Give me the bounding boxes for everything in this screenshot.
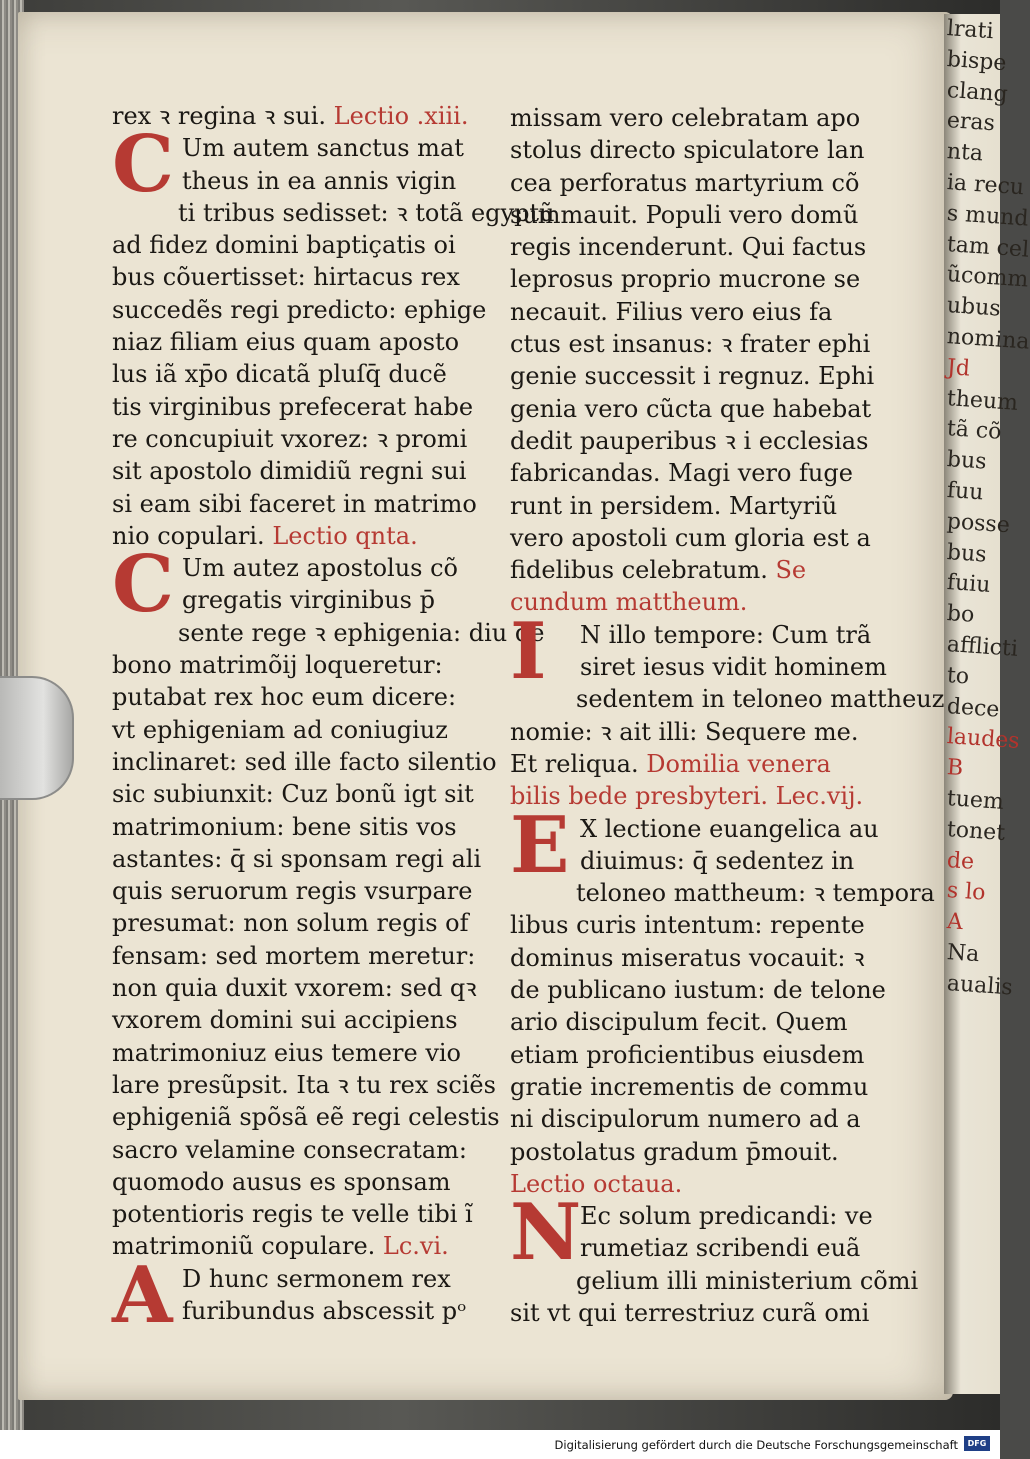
text-line bbox=[112, 811, 492, 843]
next-page-fragment: Jd bbox=[946, 354, 971, 382]
line-text: sacro velamine consecratam: bbox=[112, 1135, 467, 1164]
text-line bbox=[510, 1006, 882, 1038]
next-page-fragment: A bbox=[946, 909, 964, 936]
text-line bbox=[112, 1101, 500, 1133]
next-page-fragment: ũcomm bbox=[946, 262, 1030, 293]
next-page-fragment: bo bbox=[946, 601, 976, 628]
line-text: runt in persidem. Martyriũ bbox=[510, 491, 838, 520]
line-text: sic subiunxit: Cuz bonũ igt sit bbox=[112, 780, 474, 809]
text-line bbox=[510, 1039, 882, 1071]
text-line bbox=[510, 425, 882, 457]
text-line bbox=[112, 520, 492, 552]
next-page-fragment: B bbox=[946, 755, 964, 782]
line-text: quomodo ausus es sponsam bbox=[112, 1167, 451, 1196]
text-line bbox=[112, 261, 492, 293]
line-text: presumat: non solum regis of bbox=[112, 909, 469, 938]
line-text: stolus directo spiculatore lan bbox=[510, 136, 865, 165]
text-line bbox=[510, 942, 882, 974]
line-text: sit apostolo dimidiũ regni sui bbox=[112, 457, 467, 486]
text-line bbox=[112, 907, 492, 939]
line-text: niaz filiam eius quam aposto bbox=[112, 328, 460, 357]
line-text: fabricandas. Magi vero fuge bbox=[510, 459, 853, 488]
line-text: bono matrimõij loqueretur: bbox=[112, 651, 443, 680]
line-text: de publicano iustum: de telone bbox=[510, 976, 886, 1005]
line-text: sit vt qui terrestriuz curã omi bbox=[510, 1298, 870, 1327]
text-line bbox=[112, 843, 492, 875]
text-line bbox=[510, 328, 882, 360]
line-text: matrimonium: bene sitis vos bbox=[112, 812, 457, 841]
next-page-fragment: tonet bbox=[946, 816, 1006, 846]
next-page-fragment: clang bbox=[946, 77, 1009, 107]
text-line bbox=[510, 586, 882, 618]
line-text: teloneo mattheum: ꝛ tempora bbox=[576, 879, 935, 908]
line-text: sente rege ꝛ ephigenia: diu de bbox=[178, 618, 545, 647]
text-line bbox=[510, 167, 882, 199]
next-page-fragment: de bbox=[946, 847, 975, 875]
line-text: succedẽs regi predicto: ephige bbox=[112, 295, 487, 324]
line-text: inclinaret: sed ille facto silentio bbox=[112, 747, 497, 776]
line-text: astantes: q̄ si sponsam regi ali bbox=[112, 844, 482, 873]
text-line bbox=[510, 102, 882, 134]
line-text: bus cõuertisset: hirtacus rex bbox=[112, 263, 460, 292]
next-page-fragment: theum bbox=[946, 385, 1019, 416]
next-page-fragment: posse bbox=[946, 508, 1011, 539]
footer-credit: Digitalisierung gefördert durch die Deutsche Forschungsgemeinschaft bbox=[554, 1438, 958, 1452]
next-page-fragment: tã cõ bbox=[946, 416, 1003, 446]
line-text: si eam sibi faceret in matrimo bbox=[112, 489, 477, 518]
red-initial-letter: N bbox=[510, 1187, 582, 1279]
line-text: gregatis virginibus p̄ bbox=[182, 586, 435, 615]
next-page-fragment: ubus bbox=[946, 293, 1002, 322]
line-text: lus iã xp̄o dicatã pluſq̄ ducẽ bbox=[112, 360, 447, 389]
next-page-fragment: fuiu bbox=[946, 570, 992, 599]
red-initial-letter: C bbox=[112, 119, 175, 211]
line-text: etiam proficientibus eiusdem bbox=[510, 1040, 865, 1069]
text-line bbox=[112, 294, 492, 326]
line-text: ario discipulum fecit. Quem bbox=[510, 1008, 848, 1037]
line-text: Um autez apostolus cõ bbox=[182, 554, 458, 583]
line-text: genie successit i regnuz. Ephi bbox=[510, 362, 875, 391]
text-line bbox=[510, 780, 882, 812]
text-line bbox=[510, 199, 882, 231]
line-text: libus curis intentum: repente bbox=[510, 911, 865, 940]
line-text: non quia duxit vxorem: sed qꝛ bbox=[112, 974, 477, 1003]
text-line bbox=[510, 1297, 882, 1329]
next-page-fragment: nta bbox=[946, 139, 984, 167]
line-text: fensam: sed mortem meretur: bbox=[112, 941, 476, 970]
text-line bbox=[112, 326, 492, 358]
line-text: putabat rex hoc eum dicere: bbox=[112, 683, 457, 712]
line-text: rumetiaz scribendi euã bbox=[580, 1234, 861, 1263]
line-text: D hunc sermonem rex bbox=[182, 1264, 451, 1293]
text-line bbox=[112, 1134, 492, 1166]
line-text: leprosus proprio mucrone se bbox=[510, 265, 861, 294]
text-line bbox=[510, 263, 882, 295]
text-line bbox=[510, 748, 882, 780]
next-page-fragment: bus bbox=[946, 539, 988, 568]
rubric-text: Lectio qnta. bbox=[264, 521, 418, 550]
text-line bbox=[112, 746, 497, 778]
line-text: siret iesus vidit hominem bbox=[580, 653, 887, 682]
text-line bbox=[510, 1136, 882, 1168]
text-line bbox=[112, 229, 492, 261]
text-line bbox=[112, 1198, 492, 1230]
dfg-logo: DFG bbox=[964, 1436, 990, 1451]
right-text-column bbox=[510, 102, 945, 1329]
line-text: theus in ea annis vigin bbox=[182, 166, 457, 195]
text-line bbox=[510, 134, 882, 166]
line-text: matrimoniũ copulare. bbox=[112, 1232, 376, 1261]
text-line bbox=[112, 1037, 492, 1069]
text-line bbox=[112, 714, 492, 746]
line-text: Ec solum predicandi: ve bbox=[580, 1202, 873, 1231]
line-text: genia vero cũcta que habebat bbox=[510, 394, 872, 423]
line-text: vt ephigeniam ad coniugiuz bbox=[112, 715, 448, 744]
next-page-fragment: bispe bbox=[946, 46, 1008, 76]
text-line bbox=[510, 1168, 882, 1200]
line-text: necauit. Filius vero eius fa bbox=[510, 297, 833, 326]
text-line bbox=[112, 972, 492, 1004]
line-text: ad fidez domini baptiçatis oi bbox=[112, 231, 456, 260]
next-page-fragment: nomina bbox=[946, 323, 1030, 355]
text-line bbox=[510, 554, 882, 586]
line-text: dedit pauperibus ꝛ i ecclesias bbox=[510, 426, 869, 455]
next-page-fragment: lrati bbox=[946, 15, 995, 45]
text-line bbox=[510, 1103, 882, 1135]
next-page-fragment: fuu bbox=[946, 477, 985, 506]
text-line bbox=[112, 1004, 492, 1036]
line-text: cea perforatus martyrium cõ bbox=[510, 168, 860, 197]
line-text: ephigeniã spõsã eẽ regi celestis bbox=[112, 1103, 500, 1132]
text-line bbox=[112, 358, 492, 390]
line-text: diuimus: q̄ sedentez in bbox=[580, 846, 855, 875]
line-text: lare presũpsit. Ita ꝛ tu rex sciẽs bbox=[112, 1070, 496, 1099]
text-line bbox=[510, 457, 882, 489]
line-text: X lectione euangelica au bbox=[580, 814, 879, 843]
line-text: Um autem sanctus mat bbox=[182, 134, 464, 163]
text-line bbox=[112, 940, 492, 972]
text-line bbox=[112, 391, 492, 423]
rubric-text: Domilia venera bbox=[638, 749, 831, 778]
line-text: Et reliqua. bbox=[510, 749, 639, 778]
rubric-text: Se bbox=[767, 556, 807, 585]
next-page-fragment: dece bbox=[946, 693, 1001, 723]
next-page-fragment: s mund bbox=[946, 200, 1030, 232]
text-line bbox=[510, 231, 882, 263]
text-line bbox=[510, 1071, 882, 1103]
line-text: re concupiuit vxorez: ꝛ promi bbox=[112, 424, 468, 453]
rubric-text: cundum mattheum. bbox=[510, 588, 748, 617]
next-page-fragment: s lo bbox=[946, 878, 987, 906]
next-page-fragment: eras bbox=[946, 108, 996, 137]
line-text: ctus est insanus: ꝛ frater ephi bbox=[510, 330, 871, 359]
line-text: postolatus gradum p̄mouit. bbox=[510, 1137, 839, 1166]
text-line bbox=[510, 393, 882, 425]
footer-bar bbox=[0, 1430, 1000, 1459]
line-text: missam vero celebratam apo bbox=[510, 104, 861, 132]
text-line bbox=[112, 875, 492, 907]
text-line bbox=[510, 490, 882, 522]
left-text-column bbox=[112, 100, 555, 1341]
text-line bbox=[510, 909, 882, 941]
text-line bbox=[112, 778, 492, 810]
text-line bbox=[112, 100, 492, 132]
text-line bbox=[112, 1230, 492, 1262]
line-text: furibundus abscessit pᵒ bbox=[182, 1296, 467, 1325]
text-line bbox=[510, 296, 882, 328]
text-line bbox=[112, 423, 492, 455]
line-text: summauit. Populi vero domũ bbox=[510, 200, 859, 229]
rubric-text: Lectio .xiii. bbox=[326, 102, 469, 130]
line-text: ti tribus sedisset: ꝛ totã egyptũ bbox=[178, 198, 555, 227]
next-page-fragment: afflicti bbox=[946, 631, 1019, 662]
text-line bbox=[112, 649, 492, 681]
line-text: ni discipulorum numero ad a bbox=[510, 1105, 861, 1134]
next-page-fragment: aualis bbox=[946, 970, 1014, 1001]
line-text: fidelibus celebratum. bbox=[510, 556, 768, 585]
line-text: sedentem in teloneo mattheuz bbox=[576, 685, 945, 714]
line-text: vxorem domini sui accipiens bbox=[112, 1006, 458, 1035]
line-text: gelium illi ministerium cõmi bbox=[576, 1266, 919, 1295]
line-text: gratie incrementis de commu bbox=[510, 1072, 869, 1101]
line-text: N illo tempore: Cum trã bbox=[580, 620, 872, 649]
line-text: tis virginibus prefecerat habe bbox=[112, 392, 474, 421]
next-page-fragment: Na bbox=[946, 939, 981, 968]
rubric-text: Lectio octaua. bbox=[510, 1169, 683, 1198]
rubric-text: bilis bede presbyteri. Lec.vij. bbox=[510, 782, 864, 811]
red-initial-letter: I bbox=[510, 605, 547, 697]
line-text: dominus miseratus vocauit: ꝛ bbox=[510, 943, 865, 972]
line-text: potentioris regis te velle tibi ĩ bbox=[112, 1200, 473, 1229]
text-line bbox=[510, 716, 882, 748]
line-text: nio copulari. bbox=[112, 521, 265, 550]
text-line bbox=[510, 974, 886, 1006]
rubric-text: Lc.vi. bbox=[375, 1232, 449, 1261]
text-line bbox=[510, 683, 945, 715]
page-clip bbox=[0, 676, 74, 800]
text-line bbox=[510, 360, 882, 392]
next-page-fragment: tuem bbox=[946, 785, 1005, 815]
next-page-fragment: tam cel bbox=[946, 231, 1030, 263]
line-text: nomie: ꝛ ait illi: Sequere me. bbox=[510, 717, 859, 746]
text-line bbox=[112, 1166, 492, 1198]
line-text: quis seruorum regis vsurpare bbox=[112, 877, 473, 906]
line-text: matrimoniuz eius temere vio bbox=[112, 1038, 462, 1067]
text-line bbox=[510, 522, 882, 554]
next-page-fragment: to bbox=[946, 662, 970, 690]
text-line bbox=[112, 488, 492, 520]
next-page-fragment: laudes bbox=[946, 724, 1021, 755]
text-line bbox=[112, 681, 492, 713]
line-text: rex ꝛ regina ꝛ sui. bbox=[112, 102, 327, 130]
red-initial-letter: C bbox=[112, 539, 175, 631]
red-initial-letter: E bbox=[510, 799, 570, 891]
text-line bbox=[112, 455, 492, 487]
line-text: regis incenderunt. Qui factus bbox=[510, 233, 867, 262]
line-text: vero apostoli cum gloria est a bbox=[510, 523, 871, 552]
text-line bbox=[112, 1069, 496, 1101]
red-initial-letter: A bbox=[112, 1249, 173, 1341]
next-page-fragment: bus bbox=[946, 447, 988, 475]
next-page-fragment: ia recu bbox=[946, 169, 1025, 201]
next-page-edge bbox=[944, 14, 1030, 1394]
